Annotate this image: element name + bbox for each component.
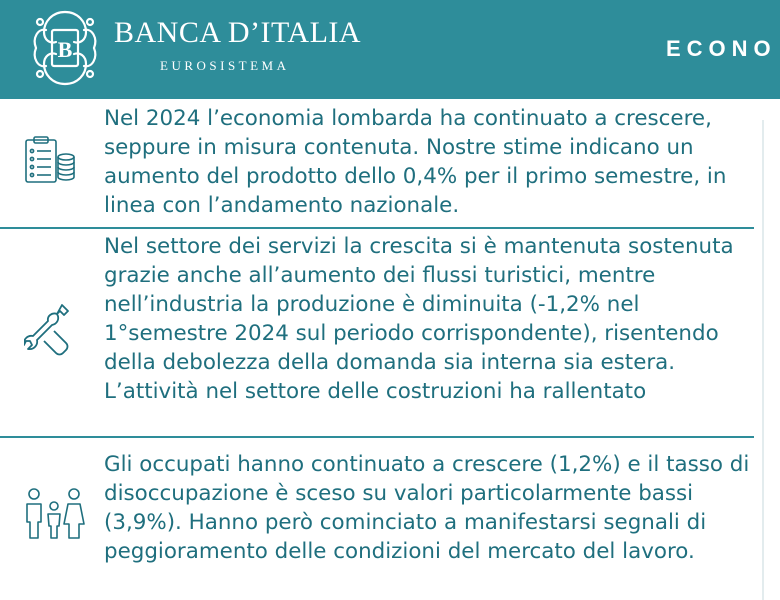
right-edge-rule xyxy=(762,120,764,600)
bank-name: BANCA D’ITALIA xyxy=(114,16,362,49)
section-title: ECONO xyxy=(666,36,777,61)
block-text-economy: Nel 2024 l’economia lombarda ha continuato a crescere, seppure in misura contenuta. Nostre stime indicano un aumento del prodotto dello 0,4% per il primo semestre, in linea con l’andamento nazionale. xyxy=(104,106,727,218)
bank-subtitle: EUROSISTEMA xyxy=(160,58,290,73)
block-text-employment: Gli occupati hanno continuato a crescere (1,2%) e il tasso di disoccupazione è sceso su valori particolarmente bassi (3,9%). Hanno però cominciato a manifestarsi segnali di peggioramento delle condizioni del mercato del lavoro. xyxy=(104,452,750,564)
people-icon xyxy=(22,488,86,542)
content-block-economy xyxy=(0,99,760,227)
checklist-coins-icon xyxy=(22,135,78,185)
bank-logo-icon xyxy=(28,8,102,88)
content-block-sectors xyxy=(0,229,760,436)
content-block-employment xyxy=(0,438,760,600)
svg-text:B: B xyxy=(57,37,73,62)
wrench-icon xyxy=(24,301,74,361)
block-text-sectors: Nel settore dei servizi la crescita si è mantenuta sostenuta grazie anche all’aumento dei flussi turistici, mentre nell’industria la produzione è diminuita (-1,2% nel 1°semestre 2024 sul periodo corrispondente), risentendo della debolezza della domanda sia interna sia estera. L’attività nel settore delle costruzioni ha rallentato xyxy=(104,234,734,404)
header-banner xyxy=(0,0,780,99)
